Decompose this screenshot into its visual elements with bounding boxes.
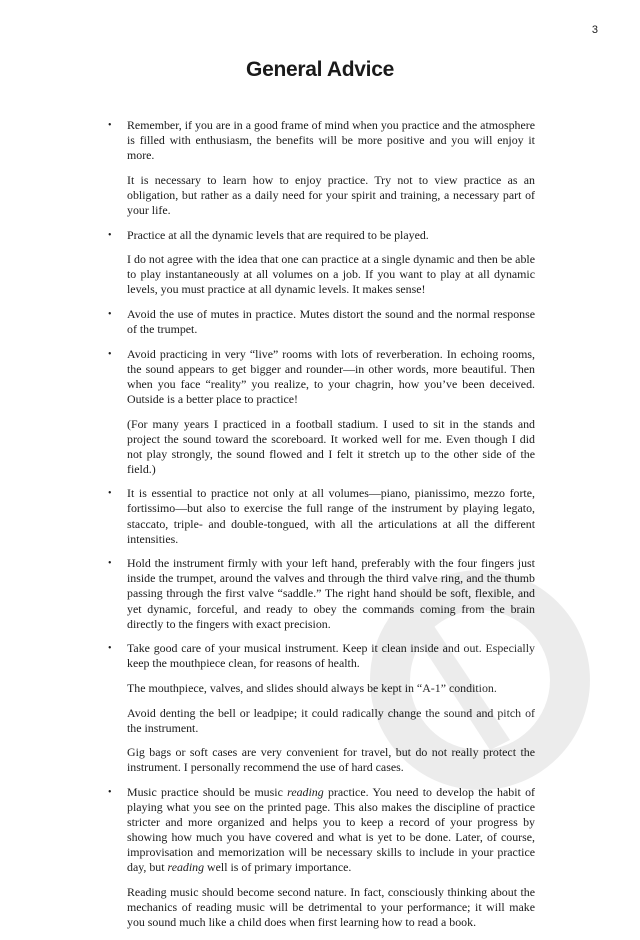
paragraph: Music practice should be music reading practice. You need to develop the habit of playing what you see on the printed page. This also makes the discipline of practice stricter and more organized and helps you to keep a record of your progress by showing how much you have covered and what is yet to be done. Later, of course, improvisation and memorization will be necessary skills to include in your practice day, but reading well is of primary importance. [127, 784, 535, 875]
paragraph: Remember, if you are in a good frame of mind when you practice and the atmosphere is filled with enthusiasm, the benefits will be more positive and you will enjoy it more. [127, 118, 535, 163]
paragraph: Take good care of your musical instrument. Keep it clean inside and out. Especially keep the mouthpiece clean, for reasons of health. [127, 641, 535, 671]
bullet-icon: • [108, 348, 112, 360]
bullet-icon: • [108, 643, 112, 655]
bullet-icon: • [108, 120, 112, 131]
list-item [108, 227, 535, 298]
bullet-icon: • [108, 229, 112, 241]
paragraph: I do not agree with the idea that one can practice at a single dynamic and then be able to play instantaneously at all volumes on a job. If you want to play at all dynamic levels, you must practice at all dynamic levels. It makes sense! [127, 252, 535, 297]
paragraph: (For many years I practiced in a football stadium. I used to sit in the stands and project the sound toward the scoreboard. It worked well for me. Even though I did not play strongly, the sound flowed and I felt it stretch up to the other side of the field.) [127, 416, 535, 476]
bullet-icon: • [108, 786, 112, 798]
bullet-icon: • [108, 488, 112, 500]
paragraph: The mouthpiece, valves, and slides should always be kept in “A-1” condition. [127, 680, 497, 695]
paragraph: Avoid denting the bell or leadpipe; it could radically change the sound and pitch of the instrument. [127, 705, 535, 735]
page-number: 3 [591, 24, 598, 36]
bullet-icon: • [108, 308, 112, 320]
list-item [108, 346, 535, 477]
paragraph: Avoid practicing in very “live” rooms with lots of reverberation. In echoing rooms, the sound appears to get bigger and rounder—in other words, more beautiful. Then when you face “reality” you realize, to your chagrin, how you’ve been deceived. Outside is a better place to practice! [127, 346, 535, 406]
paragraph: Gig bags or soft cases are very convenient for travel, but do not really protect the instrument. I personally recommend the use of hard cases. [127, 745, 535, 775]
list-item [108, 306, 535, 337]
paragraph: It is necessary to learn how to enjoy practice. Try not to view practice as an obligation, but rather as a daily need for your spirit and training, a necessary part of your life. [127, 172, 535, 217]
paragraph: Hold the instrument firmly with your left hand, preferably with the four fingers just inside the trumpet, around the valves and through the third valve ring, and the thumb passing through the first valve “saddle.” The right hand should be soft, flexible, and yet dynamic, forceful, and ready to obey the commands coming from the brain directly to the fingers with exact precision. [127, 556, 535, 631]
paragraph: Reading music should become second nature. In fact, consciously thinking about the mechanics of reading music will be detrimental to your performance; it will make you sound much like a child does when first learning how to read a book. [127, 884, 535, 930]
list-item [108, 784, 535, 930]
paragraph: Avoid the use of mutes in practice. Mutes distort the sound and the normal response of the trumpet. [127, 306, 535, 337]
list-item [108, 556, 535, 631]
page-title: General Advice [246, 58, 394, 81]
paragraph: It is essential to practice not only at all volumes—piano, pianissimo, mezzo forte, fortissimo—but also to exercise the full range of the instrument by playing legato, staccato, triple- and double-tongued, with all the articulations at all the different intensities. [127, 486, 535, 546]
list-item [108, 118, 535, 218]
bullet-icon: • [108, 558, 112, 570]
advice-list [108, 118, 535, 940]
list-item [108, 641, 535, 775]
list-item [108, 486, 535, 546]
paragraph: Practice at all the dynamic levels that are required to be played. [127, 227, 429, 242]
